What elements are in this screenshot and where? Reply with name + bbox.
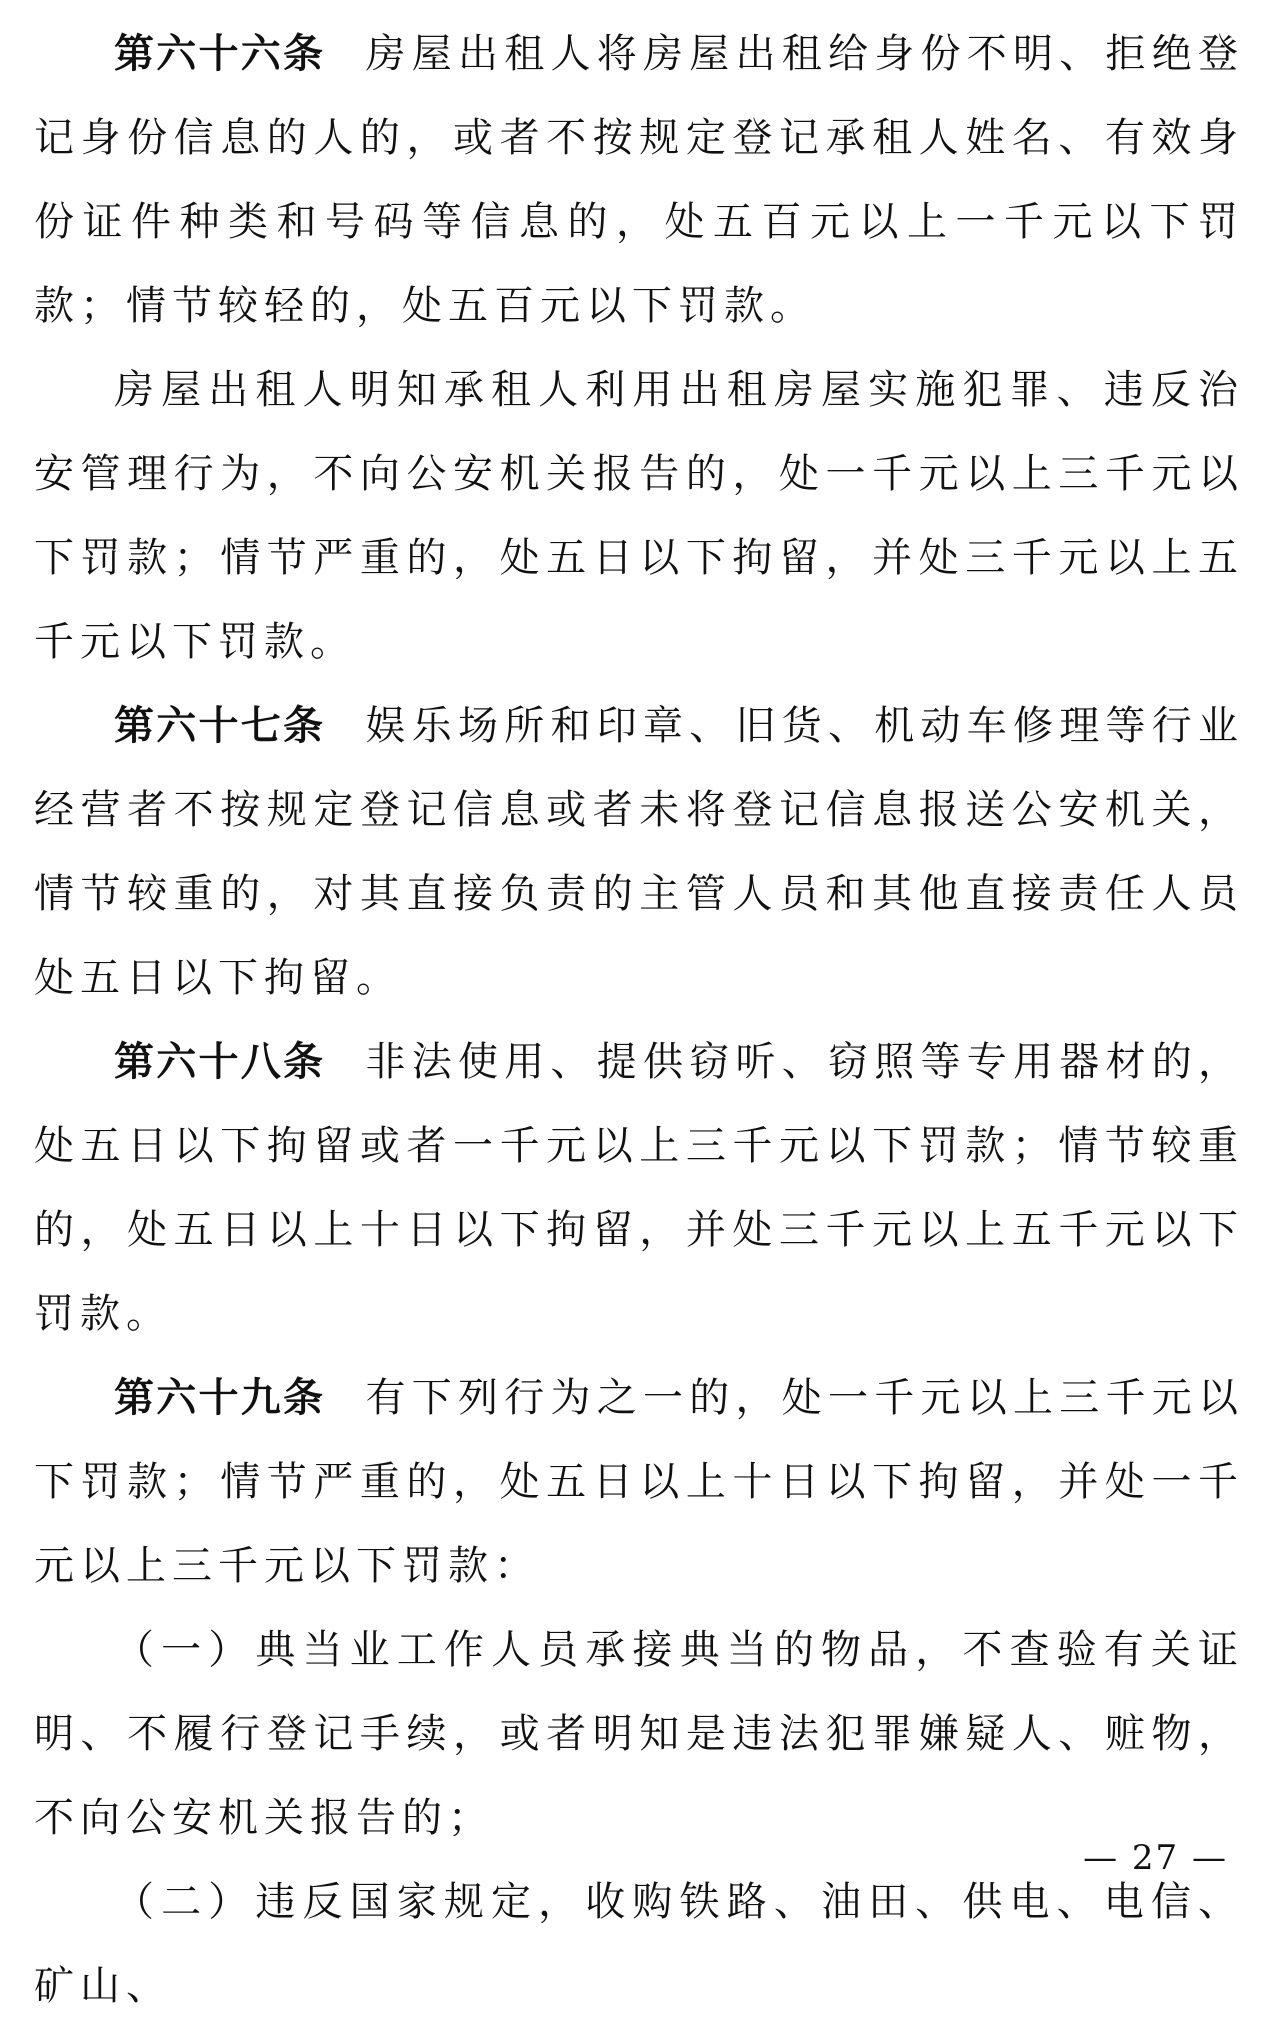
article-title: 第六十九条 [114,1375,326,1421]
paragraph-article-66-clause-2 [34,348,1244,684]
article-title: 第六十八条 [114,1039,326,1085]
document-page [34,12,1244,2028]
paragraph-text: 有下列行为之一的，处一千元以上三千元以下罚款；情节严重的，处五日以上十日以下拘留，并处一千元以上三千元以下罚款： [34,1375,1244,1589]
page-number: — 27 — [1083,1838,1228,1878]
article-title: 第六十七条 [114,703,326,749]
article-title: 第六十六条 [114,31,326,77]
paragraph-article-67 [34,684,1244,1020]
paragraph-article-69-item-1 [34,1608,1244,1860]
paragraph-text: 房屋出租人将房屋出租给身份不明、拒绝登记身份信息的人的，或者不按规定登记承租人姓名、有效身份证件种类和号码等信息的，处五百元以上一千元以下罚款；情节较轻的，处五百元以下罚款。 [34,31,1244,329]
paragraph-article-69 [34,1356,1244,1608]
paragraph-article-69-item-2 [34,1860,1244,2028]
paragraph-article-68 [34,1020,1244,1356]
paragraph-text: （二）违反国家规定，收购铁路、油田、供电、电信、矿山、 [34,1879,1244,2009]
paragraph-text: 娱乐场所和印章、旧货、机动车修理等行业经营者不按规定登记信息或者未将登记信息报送公安机关，情节较重的，对其直接负责的主管人员和其他直接责任人员处五日以下拘留。 [34,703,1244,1001]
paragraph-text: 非法使用、提供窃听、窃照等专用器材的，处五日以下拘留或者一千元以上三千元以下罚款；情节较重的，处五日以上十日以下拘留，并处三千元以上五千元以下罚款。 [34,1039,1244,1337]
paragraph-article-66 [34,12,1244,348]
paragraph-text: （一）典当业工作人员承接典当的物品，不查验有关证明、不履行登记手续，或者明知是违法犯罪嫌疑人、赃物，不向公安机关报告的； [34,1627,1244,1841]
paragraph-text: 房屋出租人明知承租人利用出租房屋实施犯罪、违反治安管理行为，不向公安机关报告的，处一千元以上三千元以下罚款；情节严重的，处五日以下拘留，并处三千元以上五千元以下罚款。 [34,367,1244,665]
